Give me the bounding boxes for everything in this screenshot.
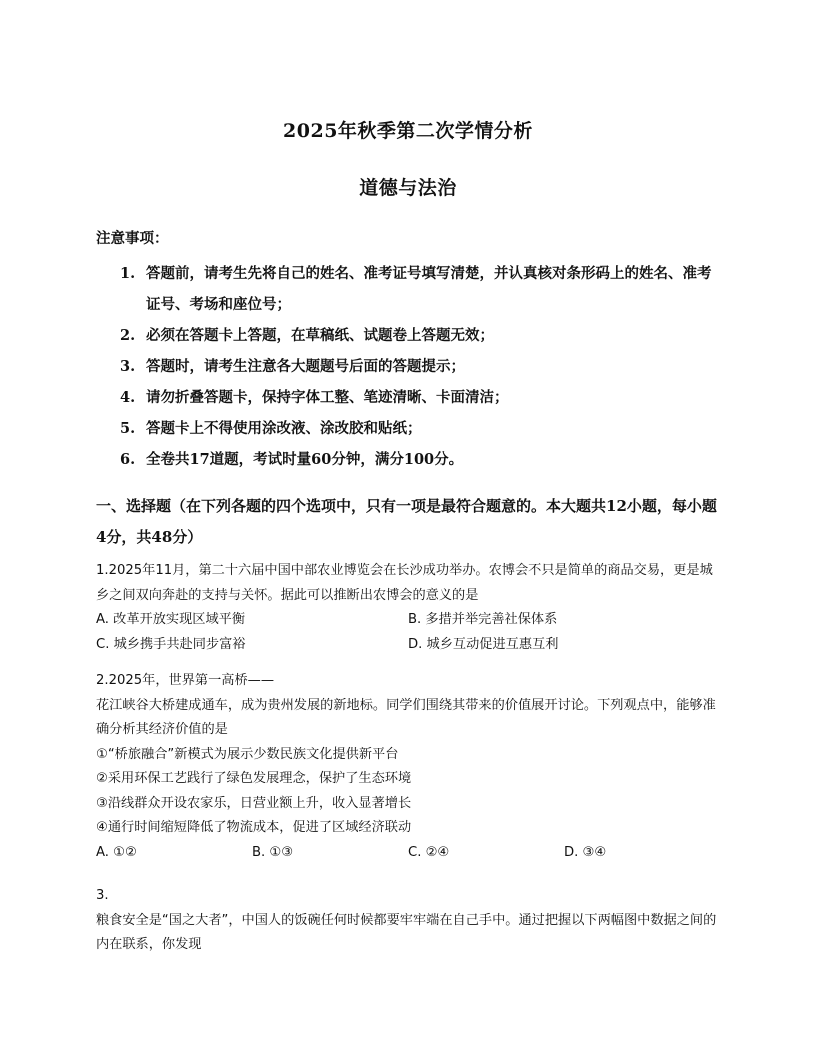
option-a: A. ①② [96, 844, 137, 860]
question-stem: 花江峡谷大桥建成通车，成为贵州发展的新地标。同学们围绕其带来的价值展开讨论。下列观点中，能够准确分析其经济价值的是 [96, 697, 716, 737]
notice-heading: 注意事项： [96, 230, 169, 247]
notice-item-number: 2. [120, 327, 136, 344]
notice-item [96, 444, 720, 475]
options-row [96, 841, 720, 866]
option-b: B. ①③ [252, 844, 294, 860]
notice-item-number: 3. [120, 358, 136, 375]
notice-item [96, 320, 720, 351]
notice-item-number: 5. [120, 420, 136, 437]
question-intro: 2.2025年，世界第一高桥—— [96, 673, 275, 688]
question-2 [96, 669, 720, 865]
subject-title: 道德与法治 [359, 177, 457, 199]
statement-item: ④通行时间缩短降低了物流成本，促进了区域经济联动 [96, 820, 412, 835]
section-heading: 一、选择题（在下列各题的四个选项中，只有一项是最符合题意的。本大题共12小题，每小题4分，共48分） [96, 497, 717, 546]
notice-item [96, 413, 720, 444]
option-b: B. 多措并举完善社保体系 [408, 612, 558, 627]
question-3 [96, 884, 720, 958]
notice-item-text: 全卷共17道题，考试时量60分钟，满分100分。 [146, 451, 464, 468]
notice-item-text: 答题前，请考生先将自己的姓名、准考证号填写清楚，并认真核对条形码上的姓名、准考证号、考场和座位号； [146, 265, 712, 313]
statement-item: ③沿线群众开设农家乐，日营业额上升，收入显著增长 [96, 795, 412, 811]
options-row [96, 633, 720, 658]
notice-item-number: 4. [120, 389, 136, 406]
option-d: D. 城乡互动促进互惠互利 [408, 636, 559, 652]
notice-list [96, 258, 720, 475]
option-a: A. 改革开放实现区域平衡 [96, 612, 246, 627]
statement-item: ①“桥旅融合”新模式为展示少数民族文化提供新平台 [96, 746, 399, 762]
notice-item-text: 必须在答题卡上答题，在草稿纸、试题卷上答题无效； [146, 327, 494, 344]
option-c: C. ②④ [408, 844, 450, 860]
options-row [96, 608, 720, 633]
option-d: D. ③④ [564, 844, 607, 860]
exam-title: 2025年秋季第二次学情分析 [283, 120, 533, 142]
notice-item-number: 6. [120, 451, 136, 468]
notice-item-text: 答题卡上不得使用涂改液、涂改胶和贴纸； [146, 420, 422, 437]
notice-item [96, 351, 720, 382]
question-stem: 粮食安全是“国之大者”，中国人的饭碗任何时候都要牢牢端在自己手中。通过把握以下两幅图中数据之间的内在联系，你发现 [96, 912, 717, 952]
option-c: C. 城乡携手共赴同步富裕 [96, 636, 246, 652]
question-number: 3. [96, 888, 109, 903]
notice-item-number: 1. [120, 265, 136, 282]
notice-item-text: 请勿折叠答题卡，保持字体工整、笔迹清晰、卡面清洁； [146, 389, 509, 406]
question-stem: 1.2025年11月，第二十六届中国中部农业博览会在长沙成功举办。农博会不只是简单的商品交易，更是城乡之间双向奔赴的支持与关怀。据此可以推断出农博会的意义的是 [96, 563, 713, 603]
question-1 [96, 559, 720, 657]
notice-item [96, 382, 720, 413]
notice-item-text: 答题时，请考生注意各大题题号后面的答题提示； [146, 358, 465, 375]
notice-item [96, 258, 720, 320]
statement-item: ②采用环保工艺践行了绿色发展理念，保护了生态环境 [96, 771, 412, 786]
